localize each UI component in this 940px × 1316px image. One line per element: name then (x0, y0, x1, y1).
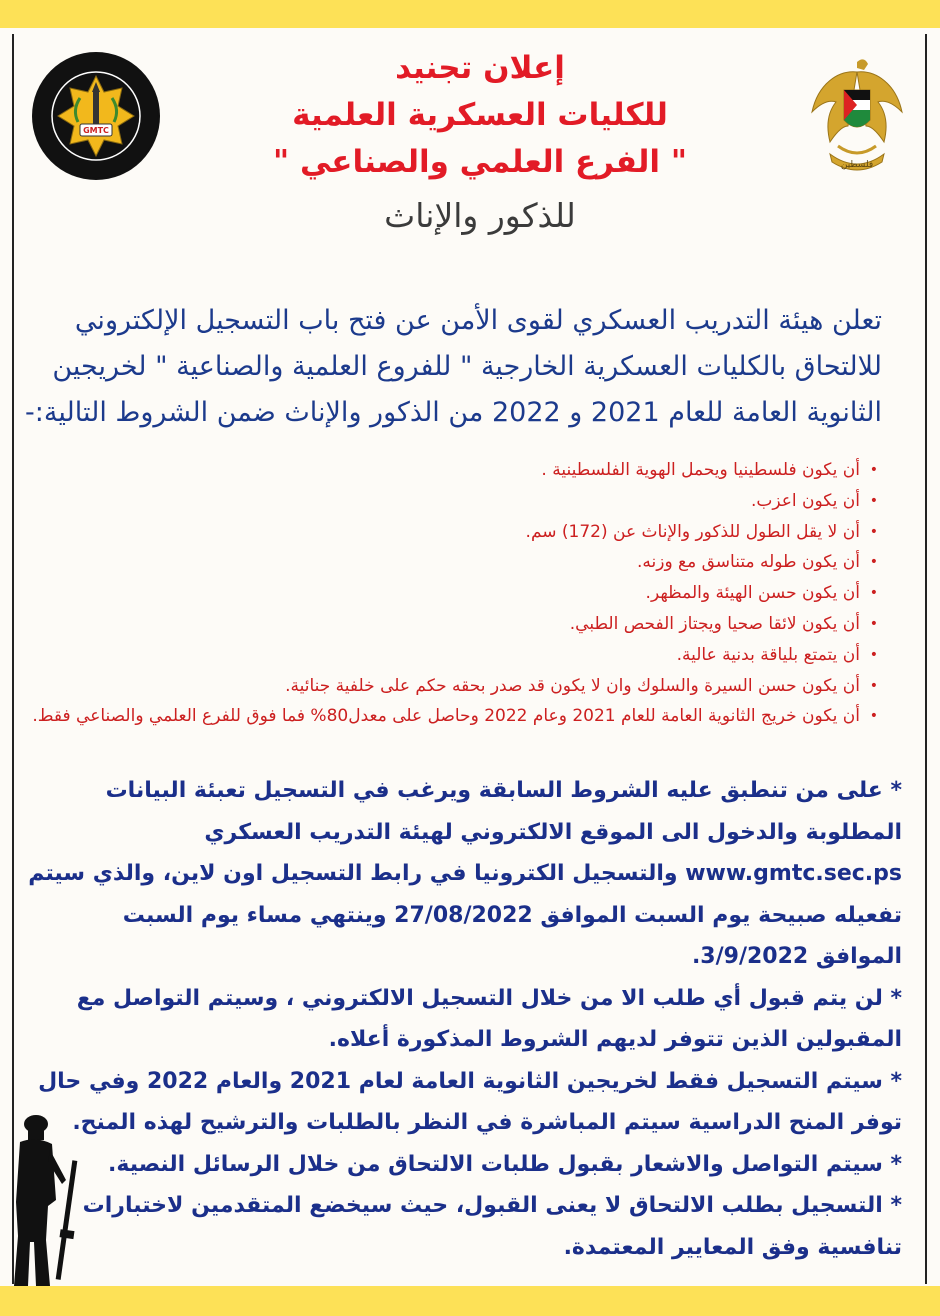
note-line: * لن يتم قبول أي طلب الا من خلال التسجيل الالكتروني ، وسيتم التواصل مع (76, 985, 902, 1011)
note-line: توفر المنح الدراسية سيتم المباشرة في النظر بالطلبات والترشيح لهذه المنح. (72, 1110, 902, 1135)
condition-item (30, 671, 882, 702)
bullet-icon: • (869, 554, 878, 571)
condition-text: أن لا يقل الطول للذكور والإناث عن (172) سم. (525, 521, 860, 542)
condition-item (30, 547, 882, 578)
bullet-icon: • (869, 708, 878, 725)
registration-notes (28, 770, 902, 1268)
condition-text: أن يكون فلسطينيا ويحمل الهوية الفلسطينية . (541, 460, 860, 480)
condition-text: أن يكون حسن السيرة والسلوك وان لا يكون قد صدر بحقه حكم على خلفية جنائية. (285, 675, 860, 696)
intro-line: للالتحاق بالكليات العسكرية الخارجية " للفروع العلمية والصناعية " لخريجين (52, 351, 882, 382)
colleges-title: للكليات العسكرية العلمية (292, 97, 668, 133)
palestine-emblem-logo (808, 50, 906, 180)
condition-text: أن يكون طوله متناسق مع وزنه. (636, 552, 860, 573)
condition-text: أن يتمتع بلياقة بدنية عالية. (676, 644, 860, 665)
note-line: تنافسية وفق المعايير المعتمدة. (563, 1234, 902, 1260)
note-line: * التسجيل بطلب الالتحاق لا يعنى القبول، حيث سيخضع المتقدمين لاختبارات (82, 1193, 902, 1218)
note-line: * سيتم التواصل والاشعار بقبول طلبات الالتحاق من خلال الرسائل النصية. (108, 1151, 902, 1177)
condition-text: أن يكون لائقا صحيا ويجتاز الفحص الطبي. (569, 613, 860, 634)
note-line: * سيتم التسجيل فقط لخريجين الثانوية العامة لعام 2021 والعام 2022 وفي حال (38, 1068, 902, 1094)
announcement-title: إعلان تجنيد (395, 50, 565, 86)
gmtc-seal-icon (32, 52, 160, 180)
gmtc-seal-logo (32, 52, 160, 180)
palestine-eagle-emblem-icon (808, 50, 906, 180)
note-line: * على من تنطبق عليه الشروط السابقة ويرغب في التسجيل تعبئة البيانات (105, 778, 902, 803)
seal-text: GMTC (83, 126, 109, 135)
bullet-icon: • (869, 646, 878, 663)
condition-item (30, 701, 882, 732)
condition-item (30, 517, 882, 548)
bullet-icon: • (869, 462, 878, 478)
note-line: المطلوبة والدخول الى الموقع الالكتروني لهيئة التدريب العسكري (204, 819, 902, 845)
intro-line: تعلن هيئة التدريب العسكري لقوى الأمن عن فتح باب التسجيل الإلكتروني (74, 305, 882, 336)
condition-item (30, 640, 882, 671)
left-border-line (12, 34, 14, 1284)
soldier-icon (10, 1110, 80, 1290)
right-border-line (925, 34, 927, 1284)
note-line: تفعيله صبيحة يوم السبت الموافق 27/08/2022 وينتهي مساء يوم السبت (122, 902, 902, 928)
bullet-icon: • (869, 677, 878, 694)
intro-line: الثانوية العامة للعام 2021 و 2022 من الذكور والإناث ضمن الشروط التالية:- (25, 397, 882, 428)
conditions-list (30, 455, 882, 732)
note-line: الموافق 3/9/2022. (691, 944, 902, 969)
emblem-text: فلسطين (840, 160, 874, 170)
condition-item (30, 486, 882, 517)
note-line: المقبولين الذين تتوفر لديهم الشروط المذكورة أعلاه. (328, 1027, 902, 1052)
bullet-icon: • (869, 523, 878, 540)
branch-title: " الفرع العلمي والصناعي " (273, 144, 687, 180)
intro-paragraph (25, 298, 882, 436)
bullet-icon: • (869, 615, 878, 632)
bullet-icon: • (869, 492, 878, 509)
note-line: www.gmtc.sec.ps والتسجيل الكترونيا في رابط التسجيل اون لاين، والذي سيتم (28, 861, 902, 886)
condition-item (30, 578, 882, 609)
condition-item (30, 609, 882, 640)
soldier-silhouette (10, 1110, 80, 1290)
condition-text: أن يكون خريج الثانوية العامة للعام 2021 وعام 2022 وحاصل على معدل80% فما فوق للفرع العلمي والصناعي فقط. (32, 706, 860, 727)
gender-subtitle: للذكور والإناث (384, 196, 576, 235)
condition-text: أن يكون حسن الهيئة والمظهر. (645, 583, 860, 604)
condition-item (30, 455, 882, 486)
condition-text: أن يكون اعزب. (750, 490, 860, 511)
bullet-icon: • (869, 585, 878, 602)
